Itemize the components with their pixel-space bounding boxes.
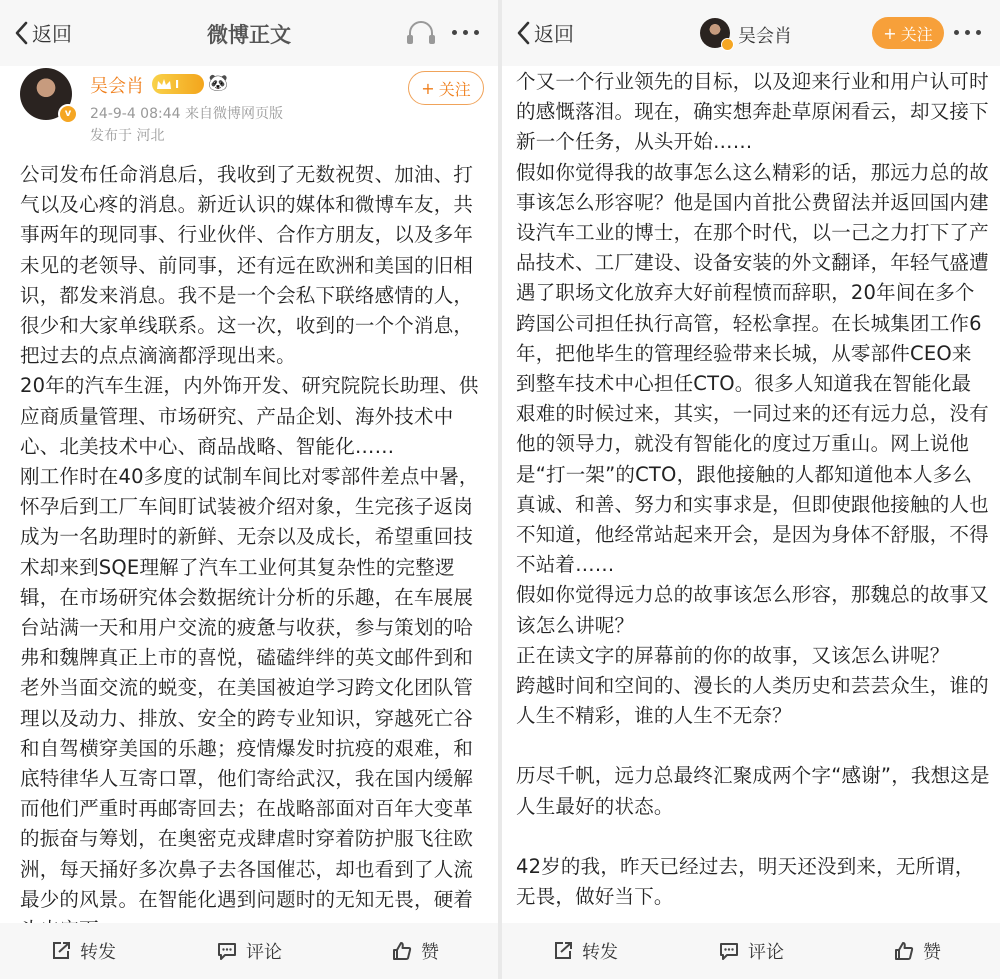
paragraph: 42岁的我，昨天已经过去，明天还没到来，无所谓，无畏，做好当下。 <box>516 854 975 909</box>
comment-label: 评论 <box>246 942 282 963</box>
more-icon[interactable] <box>954 30 981 35</box>
repost-button[interactable] <box>502 938 668 964</box>
level-label: I <box>175 77 180 91</box>
paragraph: 刚工作时在40多度的试制车间比对零部件差点中暑，怀孕后到工厂车间盯试装被介绍对象，生完孩子返岗成为一名助理时的新鲜、无奈以及成长，希望重回技术却来到SQE理解了汽车工业何其复杂性的完整逻辑，在市场研究体会数据统计分析的乐趣，在车展展台站满一天和用户交流的疲惫与收获，参与策划的哈弗和魏牌真正上市的喜悦，磕磕绊绊的英文邮件到和老外当面交流的蜕变，在美国被迫学习跨文化团队管理以及动力、排放、安全的跨专业知识，穿越死亡谷和自驾横穿美国的乐趣；疫情爆发时抗疫的艰难，和底特律华人互寄口罩，他们寄给武汉，我在国内缓解而他们严重时再邮寄回去；在战略部面对百年大变革的振奋与筹划，在奥密克戎肆虐时穿着防护服飞往欧洲，每天捅好多次鼻子去各国催芯，却也看到了人流最少的风景。在智能化遇到问题时的无知无畏，硬着 <box>20 465 479 911</box>
post-body <box>20 160 486 945</box>
repost-icon <box>552 940 574 962</box>
post-location: 发布于 河北 <box>90 128 165 144</box>
bottom-toolbar <box>0 923 498 979</box>
comment-button[interactable] <box>166 938 332 964</box>
more-icon[interactable] <box>452 30 479 35</box>
comment-label: 评论 <box>748 942 784 963</box>
top-nav-bar <box>0 0 498 66</box>
verified-badge <box>721 38 734 51</box>
back-label: 返回 <box>32 22 72 46</box>
author-name[interactable]: 吴会肖 <box>738 26 792 47</box>
like-icon <box>893 940 915 962</box>
page-title: 微博正文 <box>207 23 291 47</box>
like-button[interactable] <box>332 938 498 964</box>
right-screen <box>502 0 1000 979</box>
bottom-toolbar <box>502 923 1000 979</box>
paragraph: 20年的汽车生涯，内外饰开发、研究院院长助理、供应商质量管理、市场研究、产品企划、海外技术中心、北美技术中心、商品战略、智能化…… <box>20 374 479 458</box>
paragraph: 正在读文字的屏幕前的你的故事，又该怎么讲呢？ <box>516 643 950 667</box>
repost-icon <box>50 940 72 962</box>
comment-icon <box>216 940 238 962</box>
repost-button[interactable] <box>0 938 166 964</box>
like-icon <box>391 940 413 962</box>
back-chevron-icon <box>516 21 530 45</box>
left-screen <box>0 0 498 979</box>
crown-icon <box>152 74 204 94</box>
repost-label: 转发 <box>80 942 116 963</box>
follow-label: 关注 <box>900 24 933 44</box>
plus-icon: + <box>421 78 435 98</box>
back-label: 返回 <box>534 22 574 46</box>
back-button[interactable] <box>516 18 574 47</box>
post-meta: 24-9-4 08:44 来自微博网页版 <box>90 106 283 122</box>
panda-icon: 🐼 <box>208 73 228 92</box>
author-header <box>0 66 498 152</box>
like-button[interactable] <box>834 938 1000 964</box>
like-label: 赞 <box>923 942 941 963</box>
listen-icon[interactable] <box>404 18 438 48</box>
paragraph: 假如你觉得远力总的故事该怎么形容，那魏总的故事又该怎么讲呢？ <box>516 583 989 637</box>
paragraph: 个又一个行业领先的目标，以及迎来行业和用户认可时的感慨落泪。现在，确实想奔赴草原闲看云，却又接下新一个任务，从头开始…… <box>516 70 989 154</box>
paragraph: 历尽千帆，远力总最终汇聚成两个字“感谢”，我想这是人生最好的状态。 <box>516 764 990 818</box>
follow-button[interactable] <box>872 17 944 49</box>
verified-badge: v <box>58 104 78 124</box>
paragraph: 跨越时间和空间的、漫长的人类历史和芸芸众生，谁的人生不精彩，谁的人生不无奈？ <box>516 674 989 728</box>
author-name[interactable]: 吴会肖 <box>90 76 144 97</box>
paragraph: 假如你觉得我的故事怎么这么精彩的话，那远力总的故事该怎么形容呢？他是国内首批公费留法并返回国内建设汽车工业的博士，在那个时代，以一己之力打下了产品技术、工厂建设、设备安装的外文翻译，年轻气盛遭遇了职场文化放弃大好前程愤而辞职，20年间在多个跨国公司担任执行高管，轻松拿捏。在长城集团工作6年，把他毕生的管理经验带来长城，从零部件CEO来到整车技术中心担任CTO。很多人知道我在智能化最艰难的时候过来，其实，一同过来的还有远力总，没有他的领导力，就没有智能化的度过万重山。网上说他是“打一架”的CTO，跟他接触的人都知道他本人多么真诚、和善、努力和实事求是，但即使跟他接触的人也不知道，他经常站起来开会，是因为身体不舒服，不得不站着…… <box>516 160 989 577</box>
top-nav-bar <box>502 0 1000 66</box>
follow-button[interactable] <box>408 71 484 105</box>
paragraph-gap <box>516 822 990 852</box>
post-body <box>516 67 990 912</box>
comment-icon <box>718 940 740 962</box>
comment-button[interactable] <box>668 938 834 964</box>
like-label: 赞 <box>421 942 439 963</box>
paragraph: 公司发布任命消息后，我收到了无数祝贺、加油、打气以及心疼的消息。新近认识的媒体和微博车友，共事两年的现同事、行业伙伴、合作方朋友，以及多年未见的老领导、前同事，还有远在欧洲和美国的旧相识，都发来消息。我不是一个会私下联络感情的人，很少和大家单线联系。这一次，收到的一个个消息，把过去的点点滴滴都浮现出来。 <box>20 163 474 368</box>
plus-icon: + <box>883 23 897 43</box>
repost-label: 转发 <box>582 942 618 963</box>
follow-label: 关注 <box>438 79 471 99</box>
paragraph-gap <box>516 731 990 761</box>
